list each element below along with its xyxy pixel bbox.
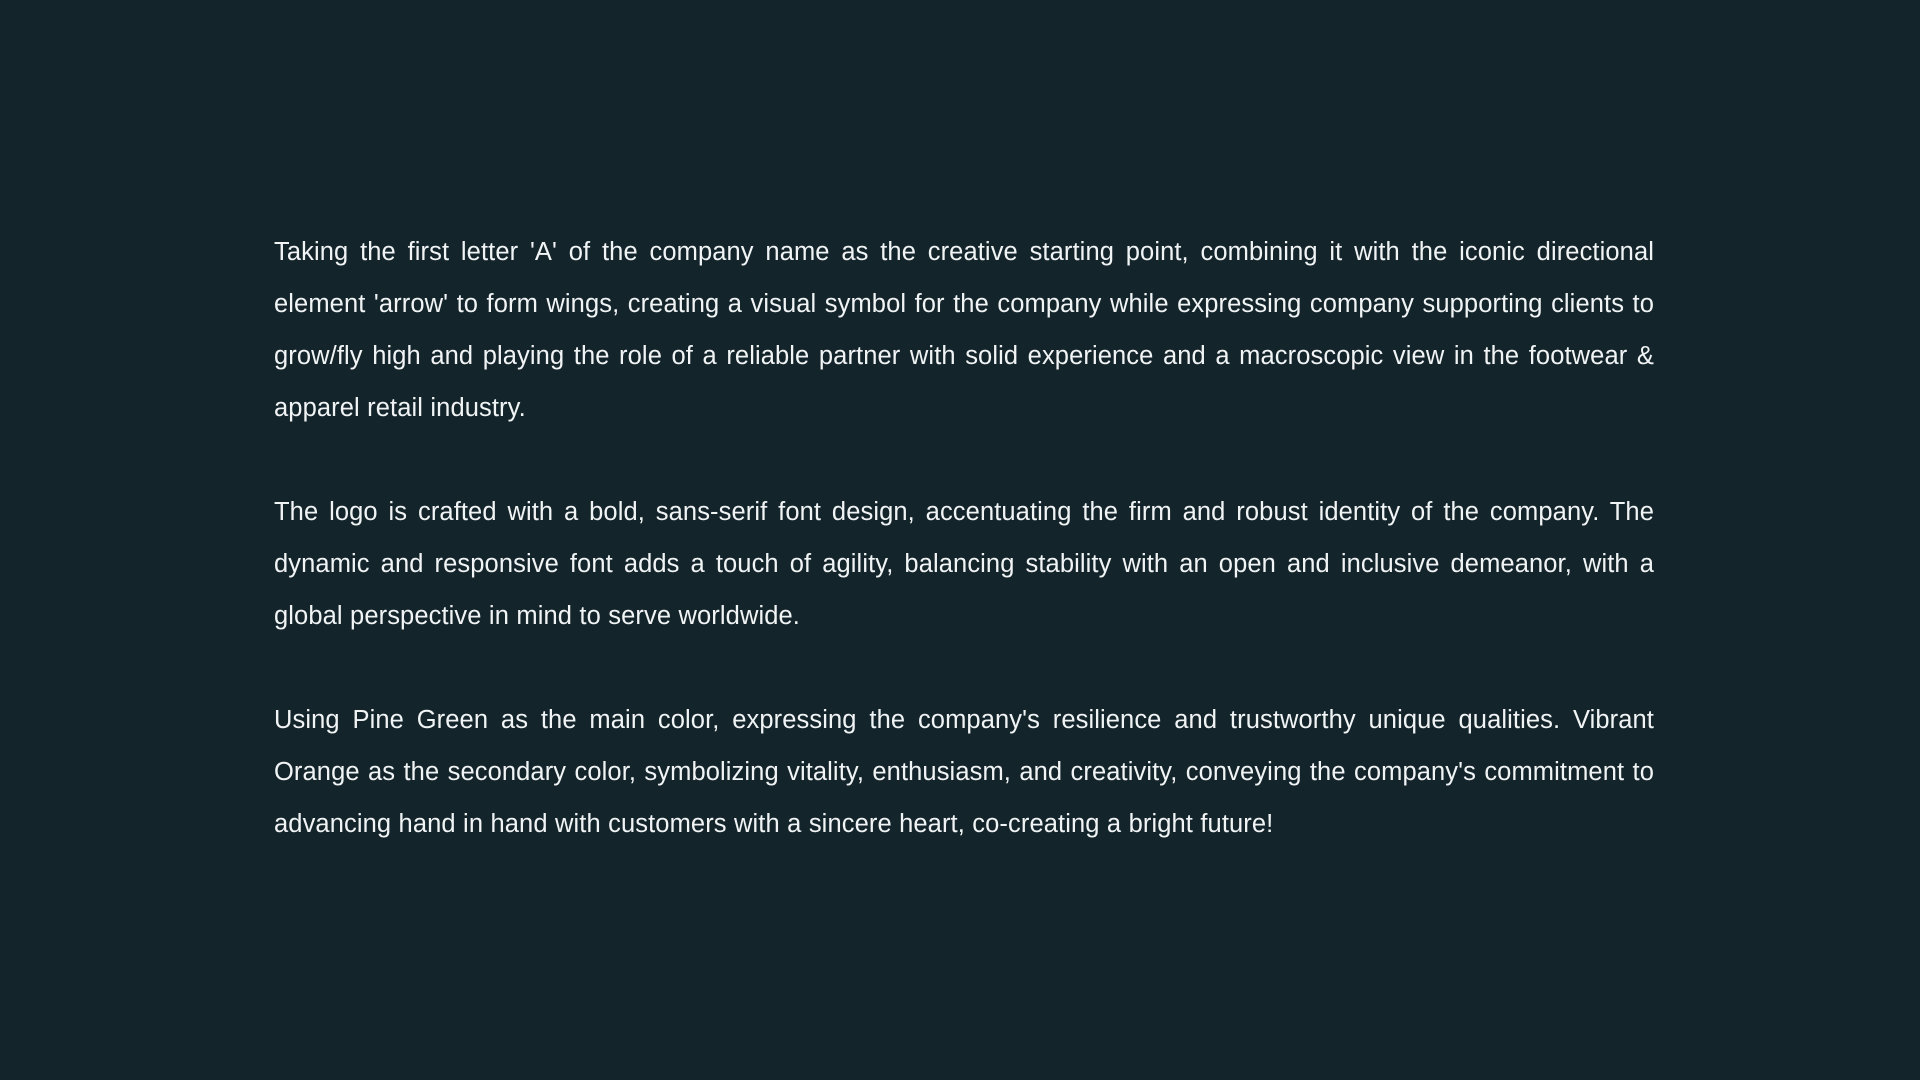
text-block [274,226,1654,850]
paragraph-color-palette: Using Pine Green as the main color, expressing the company's resilience and trustworthy unique qualities. Vibrant Orange as the secondary color, symbolizing vitality, enthusiasm, and creativity, conveying the company's commitment to advancing hand in hand with customers with a sincere heart, co-creating a bright future! [274,706,1654,838]
paragraph-typography: The logo is crafted with a bold, sans-serif font design, accentuating the firm and robust identity of the company. The dynamic and responsive font adds a touch of agility, balancing stability with an open and inclusive demeanor, with a global perspective in mind to serve worldwide. [274,498,1654,630]
paragraph-logo-concept: Taking the first letter 'A' of the company name as the creative starting point, combining it with the iconic directional element 'arrow' to form wings, creating a visual symbol for the company while expressing company supporting clients to grow/fly high and playing the role of a reliable partner with solid experience and a macroscopic view in the footwear & apparel retail industry. [274,238,1654,422]
